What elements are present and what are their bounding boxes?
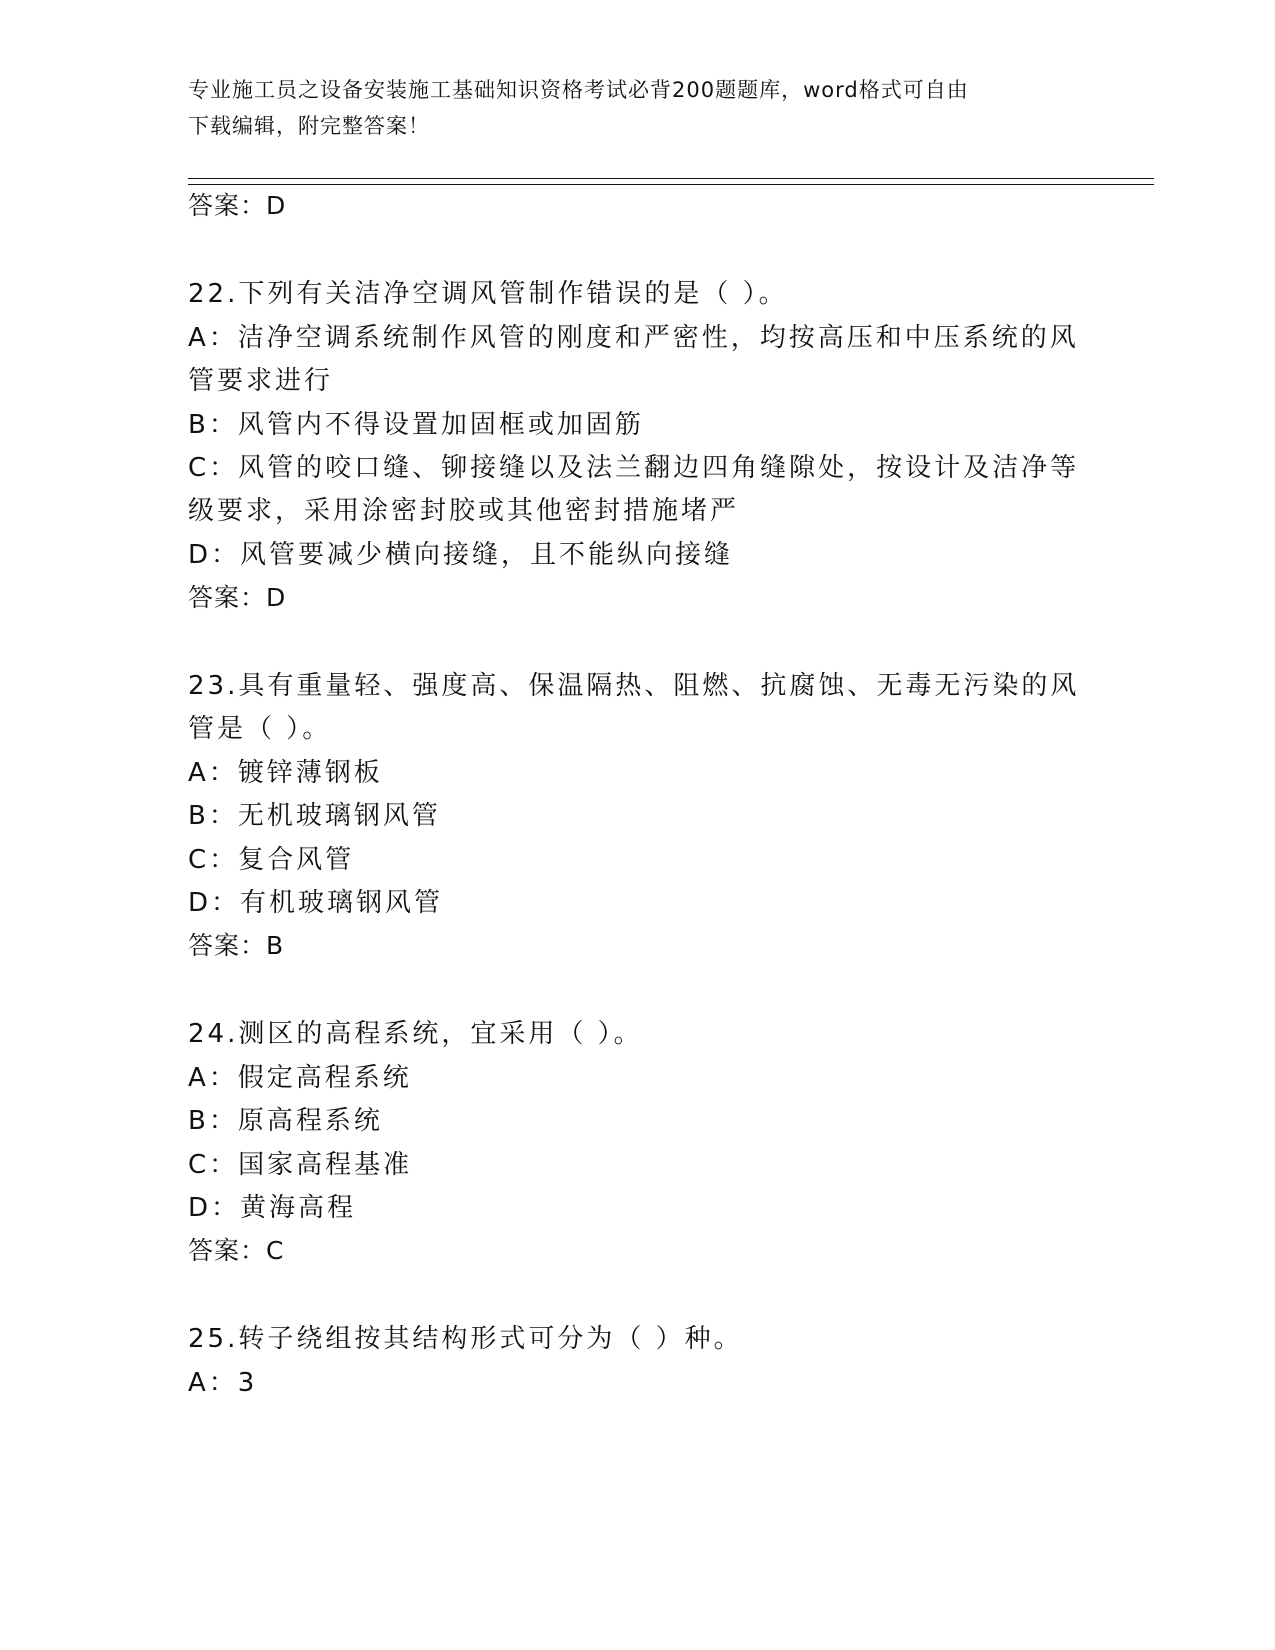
q24-option-d: D：黄海高程 [188,1193,357,1223]
q23-stem: 23.具有重量轻、强度高、保温隔热、阻燃、抗腐蚀、无毒无污染的风 [188,671,1080,701]
q24-option-b: B：原高程系统 [188,1106,383,1136]
q22-stem: 22.下列有关洁净空调风管制作错误的是（ ）。 [188,279,788,309]
q22-option-d: D：风管要减少横向接缝，且不能纵向接缝 [188,540,734,570]
header-line-2: 下载编辑，附完整答案！ [188,114,430,138]
q22-option-a-cont: 管要求进行 [188,366,334,396]
q24-option-c: C：国家高程基准 [188,1150,413,1180]
q24-answer: 答案：C [188,1236,285,1265]
q23-stem-cont: 管是（ ）。 [188,714,332,744]
q22-option-b: B：风管内不得设置加固框或加固筋 [188,410,644,440]
q25-stem: 25.转子绕组按其结构形式可分为（ ）种。 [188,1324,743,1354]
q23-option-c: C：复合风管 [188,845,355,875]
q23-option-d: D：有机玻璃钢风管 [188,888,444,918]
q24-option-a: A：假定高程系统 [188,1063,412,1093]
header-rule-double [188,184,1154,185]
q24-stem: 24.测区的高程系统，宜采用（ ）。 [188,1019,643,1049]
page-header [188,72,1068,144]
q22-answer: 答案：D [188,583,287,612]
header-line-1: 专业施工员之设备安装施工基础知识资格考试必背200题题库，word格式可自由 [188,78,969,102]
q25-option-a: A：3 [188,1368,258,1398]
q22-option-c: C：风管的咬口缝、铆接缝以及法兰翻边四角缝隙处，按设计及洁净等 [188,453,1080,483]
q23-answer: 答案：B [188,931,285,960]
q23-option-b: B：无机玻璃钢风管 [188,801,441,831]
q23-option-a: A：镀锌薄钢板 [188,758,383,788]
answer-q21: 答案：D [188,191,287,220]
q22-option-c-cont: 级要求，采用涂密封胶或其他密封措施堵严 [188,496,740,526]
q22-option-a: A：洁净空调系统制作风管的刚度和严密性，均按高压和中压系统的风 [188,323,1079,353]
header-rule [188,178,1154,179]
